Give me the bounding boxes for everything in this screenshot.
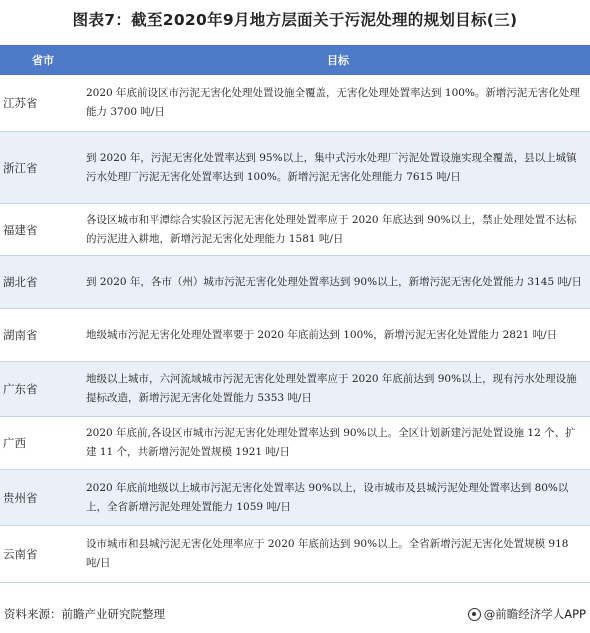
province-cell: 广西 bbox=[3, 436, 26, 450]
brand-credit bbox=[468, 606, 586, 622]
header-province: 省市 bbox=[32, 54, 54, 67]
target-cell: 到 2020 年，污泥无害化处置率达到 95%以上，集中式污水处理厂污泥处置设施实现全覆盖，县以上城镇污水处理厂污泥无害化处置率达到 100%。新增污泥无害化处理能力 7615 吨/日 bbox=[86, 151, 577, 183]
figure-title: 图表7：截至2020年9月地方层面关于污泥处理的规划目标(三) bbox=[72, 11, 518, 29]
province-cell: 湖南省 bbox=[3, 328, 38, 342]
target-cell: 2020 年底前地级以上城市污泥无害化处置率达 90%以上，设市城市及县城污泥处理处置率达到 80%以上，全省新增污泥处理处置能力 1059 吨/日 bbox=[86, 481, 569, 513]
target-cell: 地级城市污泥无害化处理处置率要于 2020 年底前达到 100%，新增污泥无害化处置能力 2821 吨/日 bbox=[86, 328, 558, 341]
target-cell: 地级以上城市，六河流域城市污泥无害化处理处置率应于 2020 年底前达到 90%以上，现有污水处理设施提标改造，新增污泥无害化处置能力 5353 吨/日 bbox=[86, 373, 577, 404]
target-cell: 各设区城市和平潭综合实验区污泥无害化处理处置率应于 2020 年底达到 90%以上，禁止处理处置不达标的污泥进入耕地，新增污泥无害化处理能力 1581 吨/日 bbox=[86, 213, 577, 245]
province-cell: 湖北省 bbox=[3, 275, 38, 289]
brand-logo-icon bbox=[468, 608, 481, 621]
table-row bbox=[0, 256, 590, 309]
province-cell: 贵州省 bbox=[3, 490, 38, 505]
table-row bbox=[0, 470, 590, 526]
source-note: 资料来源：前瞻产业研究院整理 bbox=[4, 607, 165, 621]
province-cell: 福建省 bbox=[3, 222, 38, 237]
target-cell: 2020 年底前,各设区市城市污泥无害化处理处置率达到 90%以上。全区计划新建污泥处置设施 12 个、扩建 11 个，共新增污泥处置规模 1921 吨/日 bbox=[86, 427, 576, 458]
target-cell: 2020 年底前设区市污泥无害化处理处置设施全覆盖，无害化处理处置率达到 100%。新增污泥无害化处理能力 3700 吨/日 bbox=[86, 87, 580, 118]
table-row bbox=[0, 132, 590, 204]
target-cell: 设市城市和县城污泥无害化处理率应于 2020 年底前达到 90%以上。全省新增污泥无害化处置规模 918 吨/日 bbox=[86, 538, 569, 569]
planning-targets-table bbox=[0, 45, 590, 583]
province-cell: 江苏省 bbox=[3, 96, 38, 110]
table-row bbox=[0, 362, 590, 417]
province-cell: 浙江省 bbox=[3, 160, 38, 175]
target-cell: 到 2020 年，各市（州）城市污泥无害化处理处置率达到 90%以上，新增污泥无害化处置能力 3145 吨/日 bbox=[86, 275, 583, 288]
table-row bbox=[0, 309, 590, 362]
brand-label: @前瞻经济学人APP bbox=[483, 607, 586, 621]
header-target: 目标 bbox=[327, 54, 349, 67]
table-row bbox=[0, 75, 590, 132]
table-row bbox=[0, 417, 590, 470]
footer bbox=[4, 603, 586, 625]
table-row bbox=[0, 204, 590, 256]
province-cell: 云南省 bbox=[3, 547, 38, 561]
province-cell: 广东省 bbox=[3, 382, 38, 396]
table-row bbox=[0, 526, 590, 583]
table-header-row bbox=[0, 45, 590, 75]
